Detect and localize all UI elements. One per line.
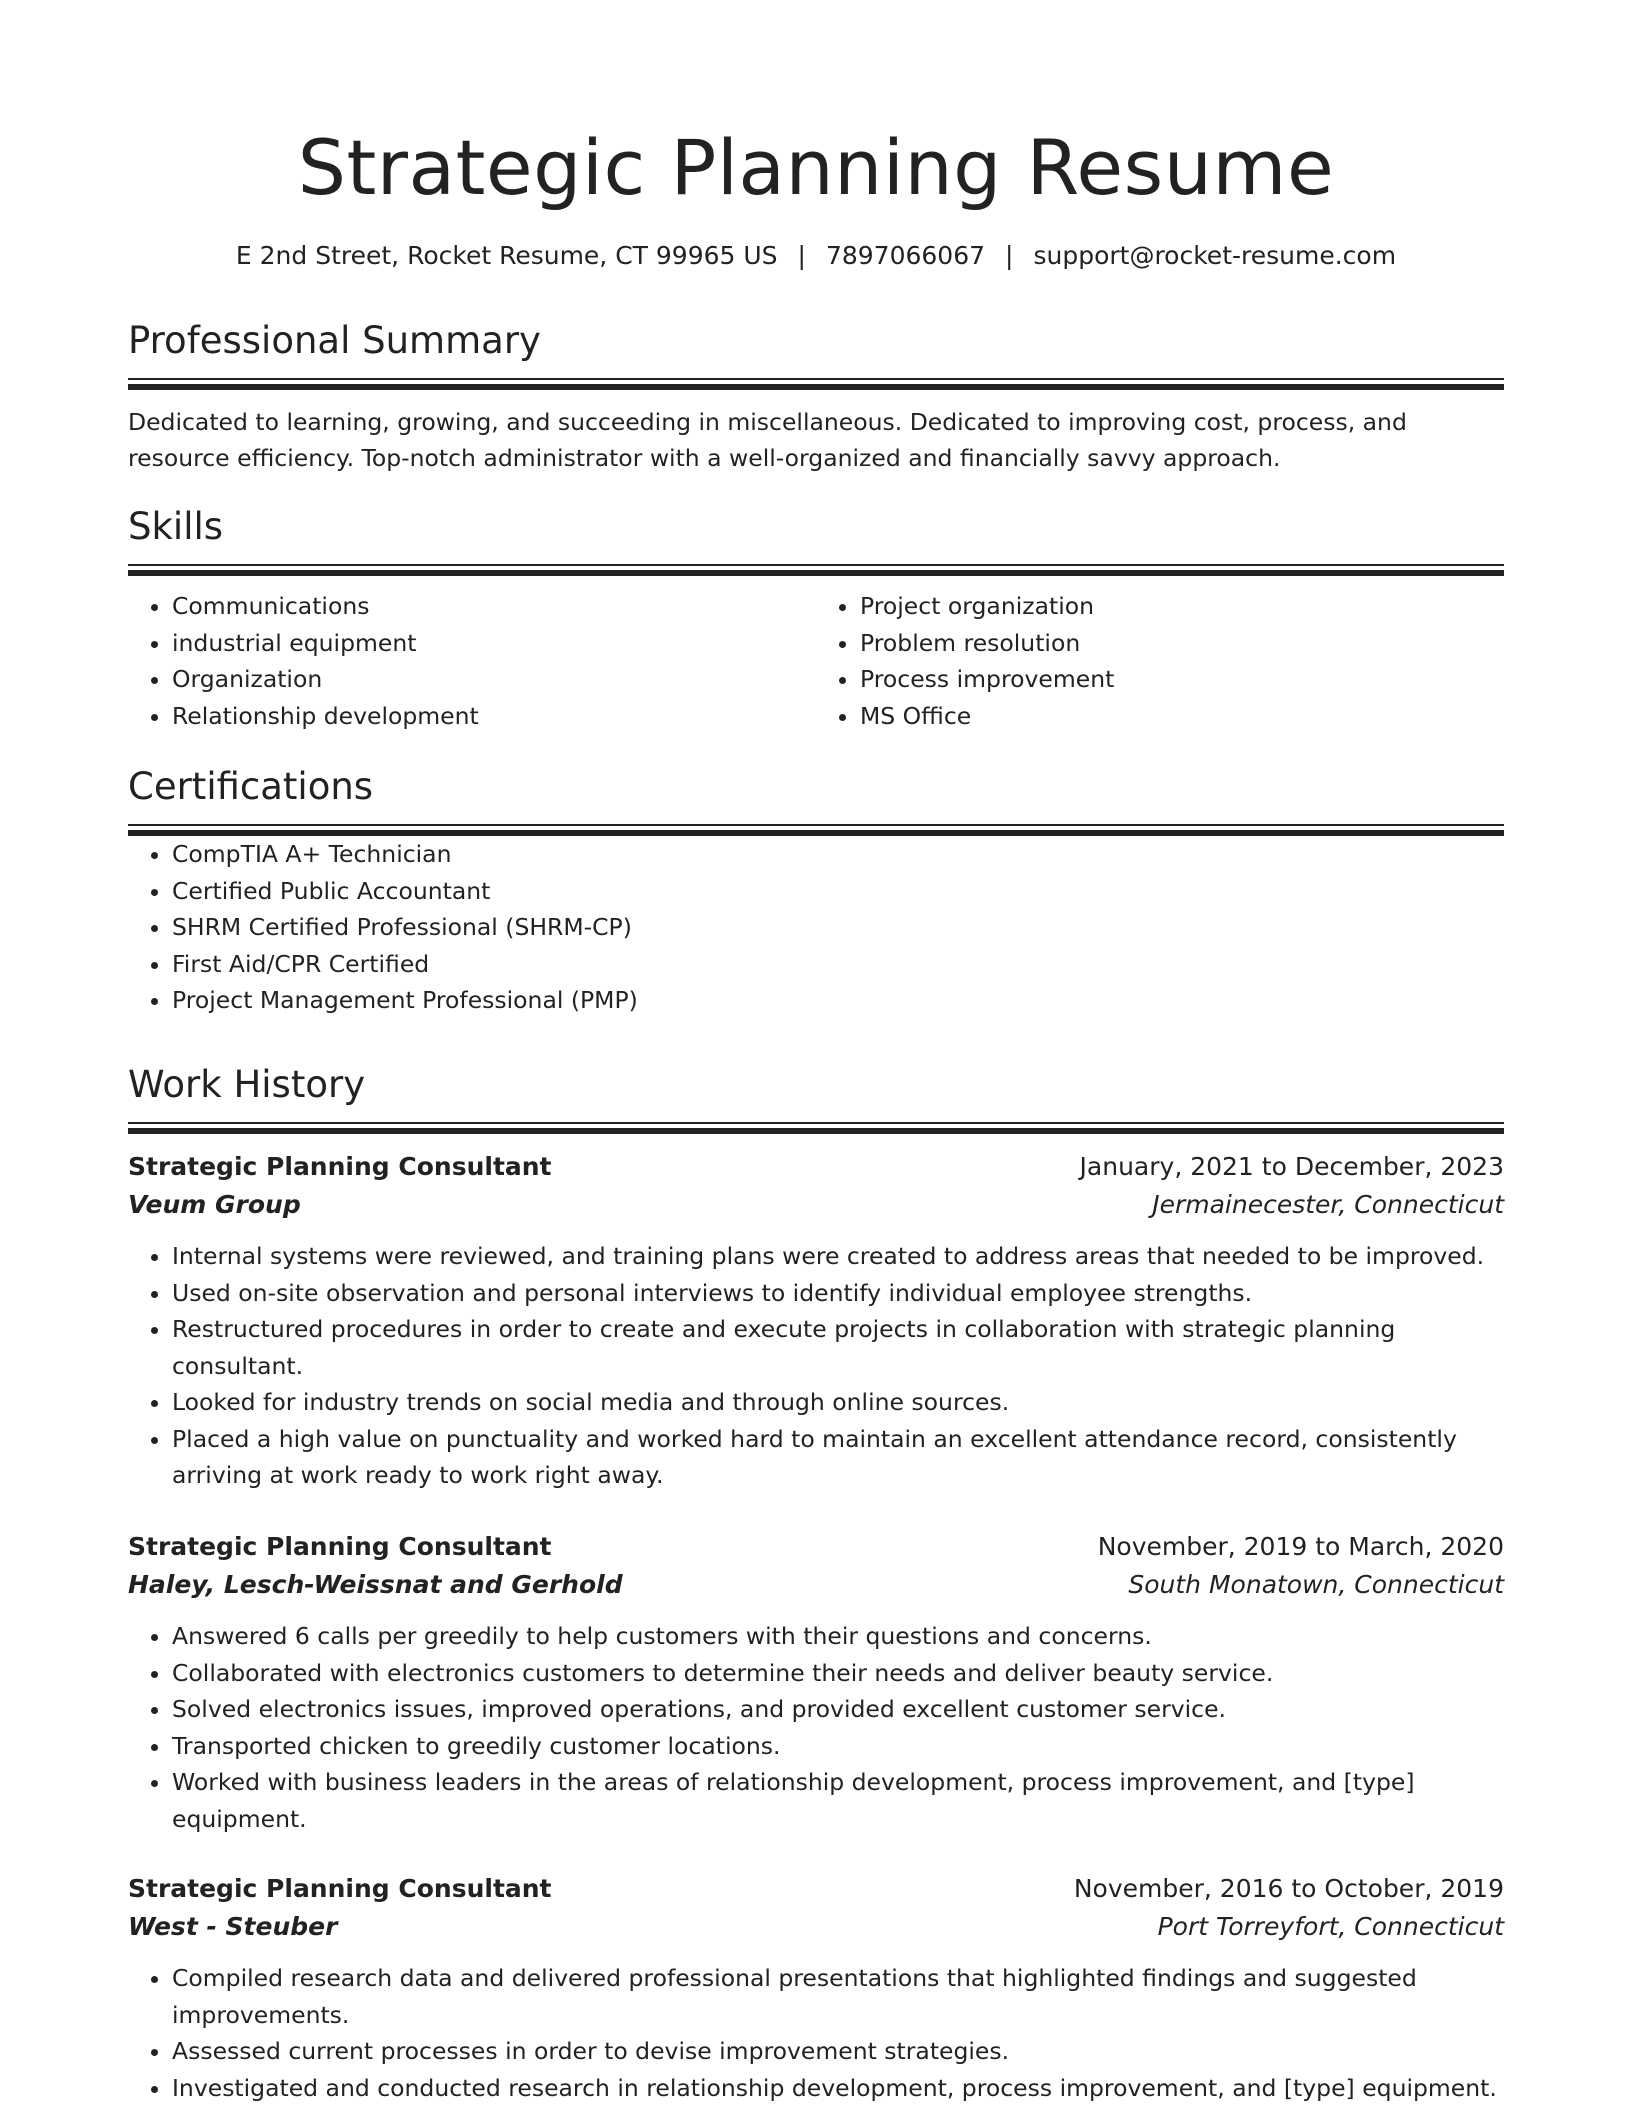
list-item: • Relationship development xyxy=(172,698,816,735)
section-title: Certifications xyxy=(128,765,374,808)
job-header xyxy=(128,1528,1504,1566)
phone-text: 7897066067 xyxy=(825,241,986,270)
list-item: • Collaborated with electronics customers to determine their needs and deliver beauty service. xyxy=(172,1655,1504,1692)
summary-text: Dedicated to learning, growing, and succeeding in miscellaneous. Dedicated to improving cost, process, and resource efficiency. Top-notch administrator with a well-organized and financially savvy approach. xyxy=(128,408,1407,472)
list-item: • Project Management Professional (PMP) xyxy=(172,982,1504,1019)
job-bullets xyxy=(128,1238,1504,1494)
section-title: Work History xyxy=(128,1063,366,1106)
section-divider xyxy=(128,378,1504,390)
list-item: • Organization xyxy=(172,661,816,698)
job-entry xyxy=(128,1528,1504,1837)
list-item: • Used on-site observation and personal interviews to identify individual employee strengths. xyxy=(172,1275,1504,1312)
list-item: • Certified Public Accountant xyxy=(172,873,1504,910)
skills-list-right xyxy=(816,588,1504,734)
job-title: Strategic Planning Consultant xyxy=(128,1152,552,1181)
email-text: support@rocket-resume.com xyxy=(1033,241,1397,270)
work-history-section xyxy=(128,1060,1504,1134)
list-item: • SHRM Certified Professional (SHRM-CP) xyxy=(172,909,1504,946)
list-item: • Worked with business leaders in the areas of relationship development, process improvement, and [type] equipment. xyxy=(172,1764,1504,1837)
list-item: • Internal systems were reviewed, and training plans were created to address areas that needed to be improved. xyxy=(172,1238,1504,1275)
job-header xyxy=(128,1148,1504,1186)
job-company: Veum Group xyxy=(128,1190,301,1219)
list-item: • Solved electronics issues, improved operations, and provided excellent customer service. xyxy=(172,1691,1504,1728)
contact-line xyxy=(128,238,1504,274)
list-item: • Compiled research data and delivered professional presentations that highlighted findings and suggested improvements. xyxy=(172,1960,1504,2033)
list-item: • Transported chicken to greedily customer locations. xyxy=(172,1728,1504,1765)
list-item: • industrial equipment xyxy=(172,625,816,662)
job-company: Haley, Lesch-Weissnat and Gerhold xyxy=(128,1570,623,1599)
job-location: South Monatown, Connecticut xyxy=(1128,1570,1504,1599)
job-company: West - Steuber xyxy=(128,1912,338,1941)
job-dates: November, 2016 to October, 2019 xyxy=(1073,1874,1504,1903)
section-divider xyxy=(128,564,1504,576)
certifications-section xyxy=(128,762,1504,1019)
section-divider xyxy=(128,824,1504,836)
certifications-list xyxy=(128,836,1504,1019)
list-item: • Communications xyxy=(172,588,816,625)
list-item: • CompTIA A+ Technician xyxy=(172,836,1504,873)
skills-section xyxy=(128,502,1504,734)
job-bullets xyxy=(128,1960,1504,2106)
job-bullets xyxy=(128,1618,1504,1837)
list-item: • Answered 6 calls per greedily to help customers with their questions and concerns. xyxy=(172,1618,1504,1655)
job-subheader xyxy=(128,1566,1504,1604)
list-item: • Investigated and conducted research in relationship development, process improvement, and [type] equipment. xyxy=(172,2070,1504,2107)
job-subheader xyxy=(128,1186,1504,1224)
list-item: • Project organization xyxy=(860,588,1504,625)
list-item: • First Aid/CPR Certified xyxy=(172,946,1504,983)
list-item: • Restructured procedures in order to create and execute projects in collaboration with strategic planning consultant. xyxy=(172,1311,1504,1384)
job-entry xyxy=(128,1148,1504,1494)
contact-separator: | xyxy=(797,241,806,270)
job-entry xyxy=(128,1870,1504,2106)
list-item: • MS Office xyxy=(860,698,1504,735)
job-dates: November, 2019 to March, 2020 xyxy=(1097,1532,1504,1561)
job-title: Strategic Planning Consultant xyxy=(128,1532,552,1561)
list-item: • Assessed current processes in order to devise improvement strategies. xyxy=(172,2033,1504,2070)
job-title: Strategic Planning Consultant xyxy=(128,1874,552,1903)
section-divider xyxy=(128,1122,1504,1134)
section-title: Skills xyxy=(128,505,224,548)
section-title: Professional Summary xyxy=(128,319,541,362)
job-header xyxy=(128,1870,1504,1908)
job-location: Jermainecester, Connecticut xyxy=(1152,1190,1504,1219)
summary-section xyxy=(128,316,1504,476)
skills-list-left xyxy=(128,588,816,734)
address-text: E 2nd Street, Rocket Resume, CT 99965 US xyxy=(235,241,778,270)
list-item: • Placed a high value on punctuality and worked hard to maintain an excellent attendance record, consistently arriving at work ready to work right away. xyxy=(172,1421,1504,1494)
job-dates: January, 2021 to December, 2023 xyxy=(1079,1152,1504,1181)
list-item: • Problem resolution xyxy=(860,625,1504,662)
list-item: • Looked for industry trends on social media and through online sources. xyxy=(172,1384,1504,1421)
list-item: • Process improvement xyxy=(860,661,1504,698)
resume-title: Strategic Planning Resume xyxy=(297,123,1335,212)
job-location: Port Torreyfort, Connecticut xyxy=(1157,1912,1504,1941)
skills-grid xyxy=(128,588,1504,734)
job-subheader xyxy=(128,1908,1504,1946)
contact-separator: | xyxy=(1005,241,1014,270)
